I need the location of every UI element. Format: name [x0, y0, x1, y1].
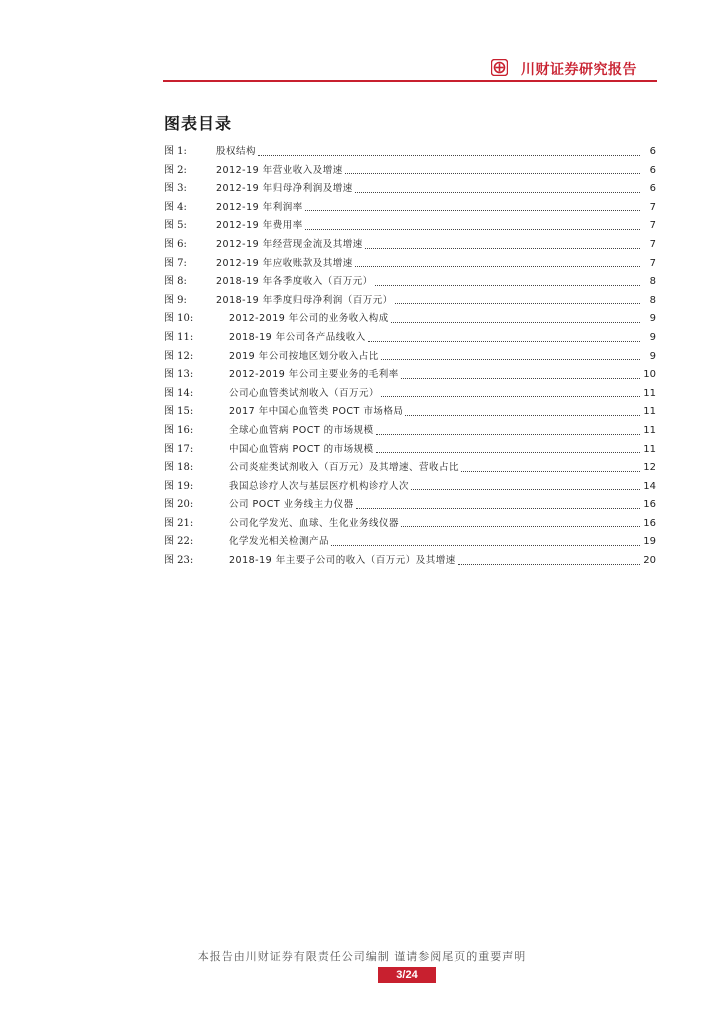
- toc-entry-page: 6: [649, 146, 656, 157]
- toc-entry-title: 股权结构: [216, 146, 257, 157]
- toc-entry-title: 2018-19 年各季度收入（百万元）: [216, 276, 373, 288]
- toc-entry[interactable]: [164, 254, 656, 273]
- toc-entry-title: 2018-19 年季度归母净利润（百万元）: [216, 294, 393, 306]
- toc-entry-page: 9: [649, 350, 656, 362]
- dot-leader: [345, 172, 640, 174]
- chuancai-logo-icon: [491, 59, 508, 76]
- header-rule: [163, 80, 657, 82]
- toc-entry-label: 图 4:: [164, 201, 187, 213]
- dot-leader: [381, 358, 640, 360]
- dot-leader: [355, 191, 640, 193]
- toc-entry-label: 图 9:: [164, 294, 187, 306]
- toc-entry-page: 9: [649, 331, 656, 343]
- dot-leader: [401, 525, 640, 527]
- toc-entry-page: 11: [643, 424, 656, 436]
- toc-entry-page: 6: [649, 183, 656, 195]
- dot-leader: [305, 228, 640, 230]
- toc-entry[interactable]: [164, 384, 656, 403]
- toc-entry-label: 图 1:: [164, 146, 187, 157]
- toc-entry-label: 图 14:: [164, 387, 194, 399]
- dot-leader: [375, 284, 640, 286]
- toc-entry[interactable]: [164, 179, 656, 198]
- toc-entry-label: 图 7:: [164, 257, 187, 269]
- toc-entry-title: 公司 POCT 业务线主力仪器: [229, 499, 354, 511]
- toc-entry[interactable]: [164, 347, 656, 366]
- toc-entry-page: 11: [643, 406, 656, 418]
- dot-leader: [365, 247, 640, 249]
- toc-entry-title: 2018-19 年公司各产品线收入: [229, 331, 366, 343]
- toc-entry[interactable]: [164, 551, 656, 570]
- dot-leader: [395, 302, 640, 304]
- toc-entry-title: 2012-19 年营业收入及增速: [216, 164, 343, 176]
- dot-leader: [368, 340, 640, 342]
- toc-entry-title: 公司化学发光、血球、生化业务线仪器: [229, 517, 400, 529]
- toc-entry-title: 2017 年中国心血管类 POCT 市场格局: [229, 406, 404, 418]
- toc-entry-page: 7: [649, 257, 656, 269]
- toc-entry-label: 图 13:: [164, 369, 194, 381]
- toc-entry-page: 6: [649, 164, 656, 176]
- toc-entry[interactable]: [164, 440, 656, 459]
- toc-entry[interactable]: [164, 161, 656, 180]
- toc-entry-label: 图 6:: [164, 238, 187, 250]
- toc-entry-page: 16: [643, 499, 656, 511]
- toc-entry-label: 图 23:: [164, 555, 194, 567]
- toc-entry-label: 图 18:: [164, 462, 194, 474]
- dot-leader: [355, 265, 640, 267]
- toc-entry-page: 14: [643, 480, 656, 492]
- toc-entry[interactable]: [164, 198, 656, 217]
- dot-leader: [258, 154, 640, 156]
- toc-entry[interactable]: [164, 532, 656, 551]
- toc-entry[interactable]: [164, 514, 656, 533]
- toc-entry-title: 2019 年公司按地区划分收入占比: [229, 350, 379, 362]
- toc-entry-page: 20: [643, 555, 656, 567]
- toc-entry[interactable]: [164, 328, 656, 347]
- toc-entry-label: 图 3:: [164, 183, 187, 195]
- toc-entry-title: 2012-2019 年公司主要业务的毛利率: [229, 369, 399, 381]
- dot-leader: [376, 451, 640, 453]
- dot-leader: [405, 414, 640, 416]
- toc-entry-page: 8: [649, 276, 656, 288]
- toc-entry-label: 图 21:: [164, 517, 194, 529]
- toc-entry-page: 19: [643, 536, 656, 548]
- brand-name: 川财证券研究报告: [521, 62, 637, 78]
- toc-entry-title: 2012-19 年利润率: [216, 201, 303, 213]
- toc-entry-title: 2012-19 年费用率: [216, 220, 303, 232]
- toc-title: 图表目录: [164, 114, 233, 133]
- dot-leader: [411, 488, 640, 490]
- toc-entry-page: 16: [643, 517, 656, 529]
- toc-entry[interactable]: [164, 291, 656, 310]
- dot-leader: [458, 563, 640, 565]
- toc-entry-page: 9: [649, 313, 656, 325]
- toc-entry-title: 中国心血管病 POCT 的市场规模: [229, 443, 374, 455]
- figure-list: [164, 142, 656, 570]
- toc-entry-page: 11: [643, 387, 656, 399]
- toc-entry-title: 我国总诊疗人次与基层医疗机构诊疗人次: [229, 480, 410, 492]
- toc-entry[interactable]: [164, 309, 656, 328]
- page-header: [163, 58, 657, 82]
- toc-entry-title: 公司炎症类试剂收入（百万元）及其增速、营收占比: [229, 462, 460, 474]
- footer-disclaimer: 本报告由川财证券有限责任公司编制 谨请参阅尾页的重要声明: [197, 950, 527, 963]
- toc-entry-title: 化学发光相关检测产品: [229, 536, 330, 548]
- toc-entry-title: 2012-19 年归母净利润及增速: [216, 183, 353, 195]
- toc-entry-label: 图 16:: [164, 424, 194, 436]
- dot-leader: [391, 321, 640, 323]
- toc-entry[interactable]: [164, 142, 656, 161]
- toc-entry-page: 8: [649, 294, 656, 306]
- toc-entry-title: 公司心血管类试剂收入（百万元）: [229, 387, 380, 399]
- dot-leader: [356, 507, 640, 509]
- toc-entry-title: 全球心血管病 POCT 的市场规模: [229, 424, 374, 436]
- toc-entry-label: 图 19:: [164, 480, 194, 492]
- toc-entry-title: 2012-19 年应收账款及其增速: [216, 257, 353, 269]
- dot-leader: [381, 395, 640, 397]
- dot-leader: [401, 377, 640, 379]
- toc-entry[interactable]: [164, 402, 656, 421]
- dot-leader: [331, 544, 640, 546]
- toc-entry-page: 12: [643, 462, 656, 474]
- toc-entry-label: 图 17:: [164, 443, 194, 455]
- toc-entry[interactable]: [164, 272, 656, 291]
- toc-entry[interactable]: [164, 495, 656, 514]
- toc-entry-label: 图 22:: [164, 536, 194, 548]
- toc-entry[interactable]: [164, 458, 656, 477]
- toc-entry[interactable]: [164, 477, 656, 496]
- toc-entry[interactable]: [164, 216, 656, 235]
- page-number: 3/24: [378, 967, 436, 983]
- toc-entry-label: 图 10:: [164, 313, 194, 325]
- toc-entry[interactable]: [164, 421, 656, 440]
- toc-entry[interactable]: [164, 365, 656, 384]
- toc-entry-label: 图 8:: [164, 276, 187, 288]
- toc-entry-page: 11: [643, 443, 656, 455]
- toc-entry-label: 图 2:: [164, 164, 187, 176]
- toc-entry-title: 2012-19 年经营现金流及其增速: [216, 238, 363, 250]
- dot-leader: [461, 470, 640, 472]
- toc-entry-page: 7: [649, 238, 656, 250]
- toc-entry-label: 图 5:: [164, 220, 187, 232]
- toc-entry-label: 图 12:: [164, 350, 194, 362]
- dot-leader: [376, 433, 640, 435]
- toc-entry-label: 图 15:: [164, 406, 194, 418]
- toc-entry-title: 2018-19 年主要子公司的收入（百万元）及其增速: [229, 555, 456, 567]
- toc-entry-title: 2012-2019 年公司的业务收入构成: [229, 313, 389, 325]
- toc-entry-label: 图 20:: [164, 499, 194, 511]
- toc-entry-page: 7: [649, 220, 656, 232]
- toc-entry-page: 10: [643, 369, 656, 381]
- toc-entry-label: 图 11:: [164, 331, 194, 343]
- dot-leader: [305, 209, 640, 211]
- toc-entry-page: 7: [649, 201, 656, 213]
- toc-entry[interactable]: [164, 235, 656, 254]
